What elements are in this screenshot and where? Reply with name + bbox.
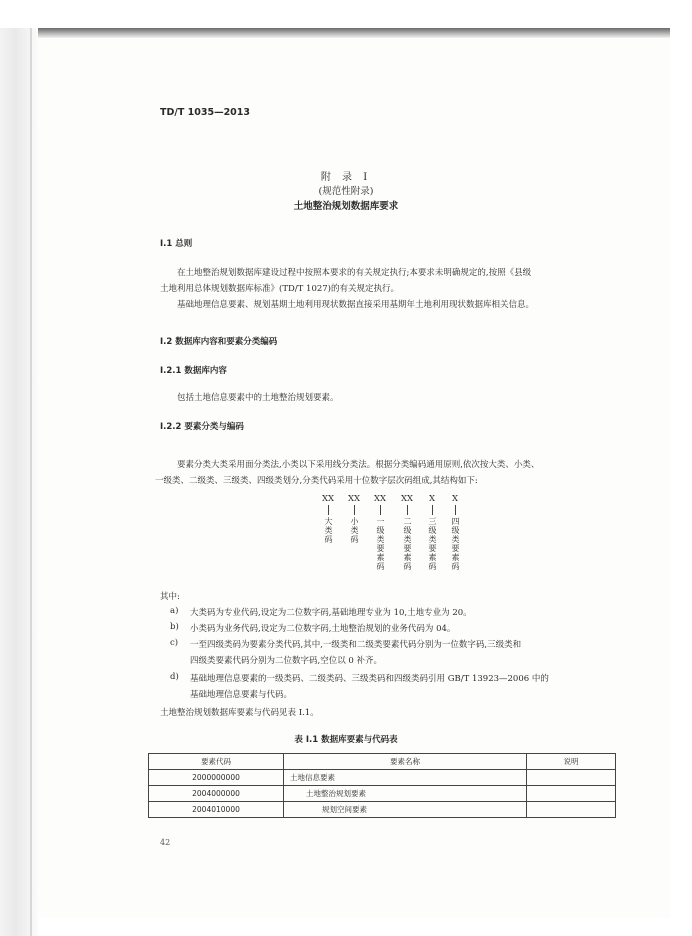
code-col-level4 [444,494,466,571]
note-d-line2: 基础地理信息要素与代码。 [190,690,293,700]
table-cell-note [527,770,616,786]
table-cell-name: 土地整治规划要素 [284,786,527,802]
note-c-line1: 一至四级类码为要素分类代码,其中,一级类和二级类要素代码分别为一位数字码,三级类和 [190,640,522,650]
code-col-level2 [396,494,418,571]
code-digits: XX [373,494,387,504]
section-1-title: I.1 总则 [160,239,193,249]
table-cell-name: 土地信息要素 [284,770,527,786]
code-connector [432,505,433,515]
note-c-line2: 四级类要素代码分别为二位数字码,空位以 0 补齐。 [190,656,383,666]
table-row [149,802,616,818]
code-col-level3 [421,494,443,571]
note-c-marker: c) [170,638,179,648]
note-d-line1: 基础地理信息要素的一级类码、二级类码、三级类码和四级类码引用 GB/T 13923—2006 中的 [190,674,549,684]
s1-para2: 基础地理信息要素、规划基期土地利用现状数据直接采用基期年土地利用现状数据库相关信息。 [177,300,535,310]
note-d-marker: d) [170,672,179,682]
code-label: 二级类要素码 [403,517,412,571]
section-2-2-title: I.2.2 要素分类与编码 [160,422,244,432]
code-connector [407,505,408,515]
appendix-title: 附 录 I [320,172,372,183]
code-digits: X [451,494,459,504]
note-b-marker: b) [170,622,179,632]
s22-para-line2: 一级类、二级类、三级类、四级类划分,分类代码采用十位数字层次码组成,其结构如下: [155,476,478,486]
code-digits: X [428,494,436,504]
appendix-heading: 土地整治规划数据库要求 [293,201,399,212]
table-cell-name: 规划空间要素 [284,802,527,818]
table-cell-code: 2000000000 [149,770,284,786]
code-connector [354,505,355,515]
code-connector [380,505,381,515]
note-a: 大类码为专业代码,设定为二位数字码,基础地理专业为 10,土地专业为 20。 [190,608,472,618]
code-label: 四级类要素码 [451,517,460,571]
scan-margin-left [0,28,38,936]
table-header-name: 要素名称 [284,754,527,770]
s21-para: 包括土地信息要素中的土地整治规划要素。 [177,393,339,403]
standard-header: TD/T 1035—2013 [160,107,251,118]
table-caption: 表 I.1 数据库要素与代码表 [294,735,398,745]
code-connector [328,505,329,515]
code-col-level1 [369,494,391,571]
code-label: 一级类要素码 [376,517,385,571]
notes-closing: 土地整治规划数据库要素与代码见表 I.1。 [160,708,319,718]
table-header-note: 说明 [527,754,616,770]
table-header-code: 要素代码 [149,754,284,770]
s1-para1-line1: 在土地整治规划数据库建设过程中按照本要求的有关规定执行;本要求未明确规定的,按照《县级 [177,268,532,278]
code-label: 三级类要素码 [428,517,437,571]
section-2-title: I.2 数据库内容和要素分类编码 [160,337,278,347]
code-label: 小类码 [350,517,359,544]
code-digits: XX [321,494,335,504]
scan-shadow-band [30,28,670,38]
table-cell-code: 2004000000 [149,786,284,802]
appendix-subtitle: (规范性附录) [318,186,374,197]
table-row [149,786,616,802]
table-row [149,770,616,786]
note-b: 小类码为业务代码,设定为二位数字码,土地整治规划的业务代码为 04。 [190,624,456,634]
code-connector [455,505,456,515]
s22-para-line1: 要素分类大类采用面分类法,小类以下采用线分类法。根据分类编码通用原则,依次按大类、小类、 [177,460,540,470]
notes-intro: 其中: [160,592,180,602]
table-header-row [149,754,616,770]
code-col-major [317,494,339,544]
table-cell-note [527,802,616,818]
table-cell-code: 2004010000 [149,802,284,818]
section-2-1-title: I.2.1 数据库内容 [160,366,227,376]
note-a-marker: a) [170,606,179,616]
page-number: 42 [160,838,171,847]
s1-para1-line2: 土地利用总体规划数据库标准》(TD/T 1027)的有关规定执行。 [160,284,399,294]
code-col-minor [343,494,365,544]
code-label: 大类码 [324,517,333,544]
table-cell-note [527,786,616,802]
code-digits: XX [347,494,361,504]
code-digits: XX [400,494,414,504]
feature-code-table [148,753,616,818]
